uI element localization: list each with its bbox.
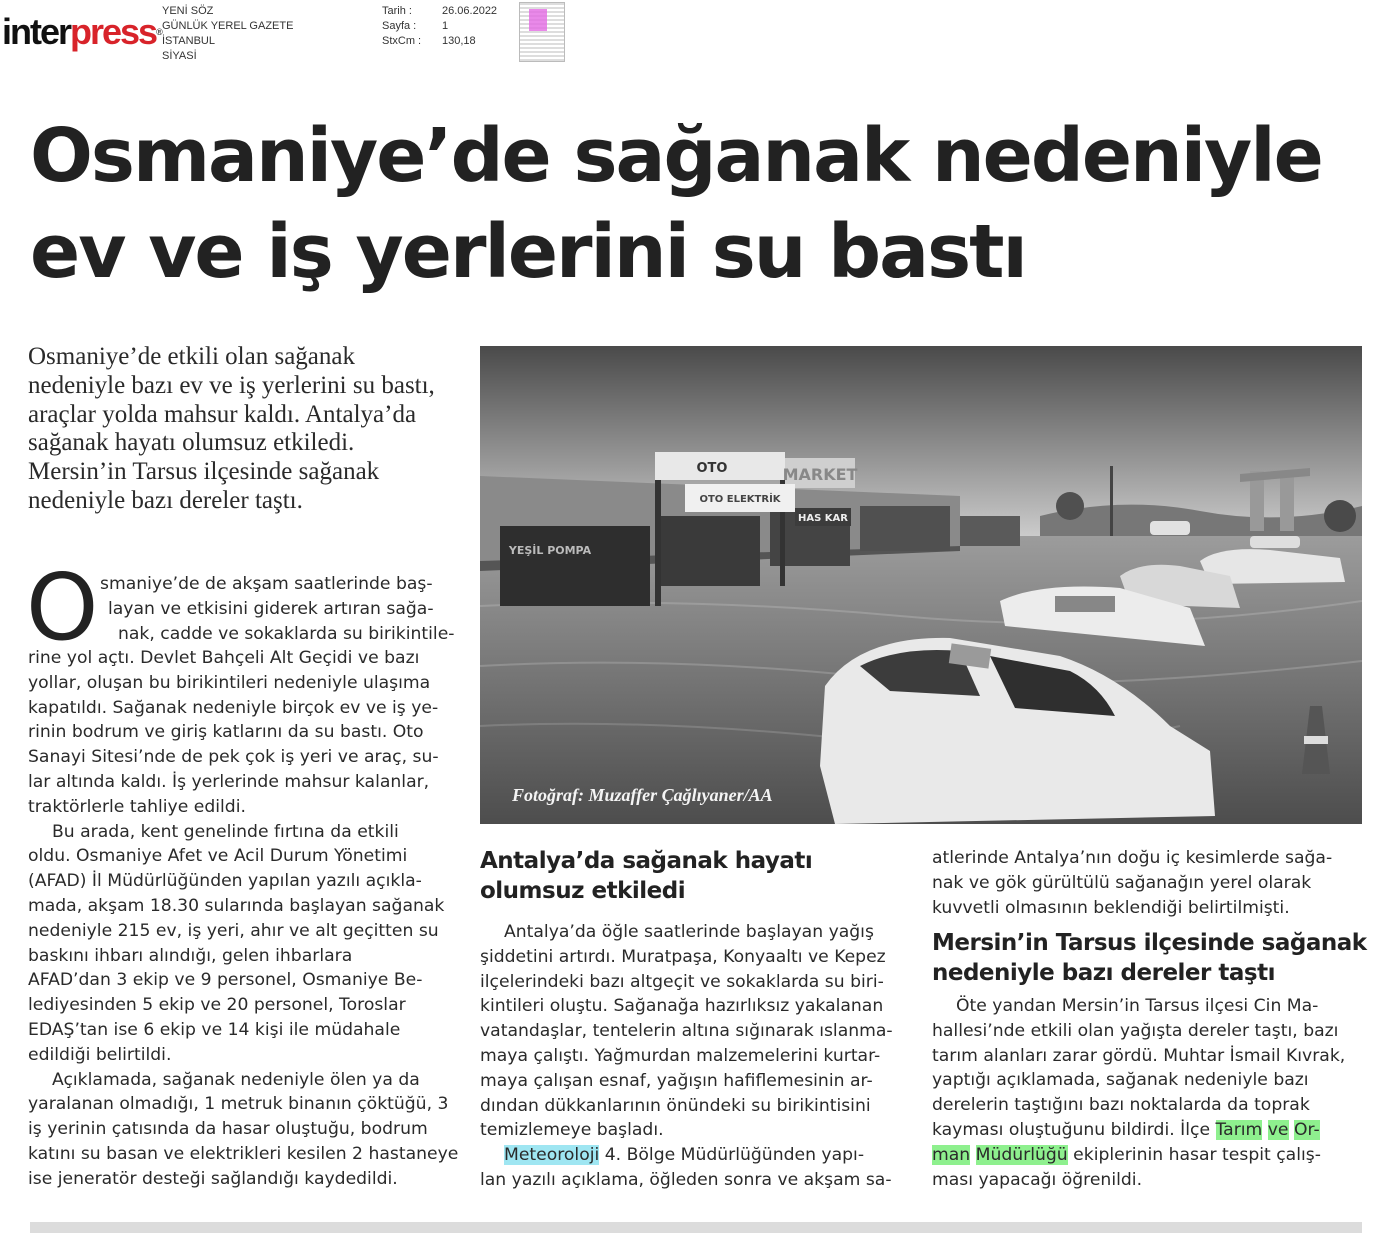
flood-photo-illustration <box>480 346 1362 824</box>
body-line <box>932 1143 1372 1168</box>
body-line: temizlemeye başladı. <box>480 1120 664 1141</box>
body-line: nak, cadde ve sokaklarda su birikintile- <box>118 623 455 644</box>
headline-line: Osmaniye’de sağanak nedeniyle <box>30 113 1322 199</box>
subhead-line: olumsuz etkiledi <box>480 878 686 904</box>
body-line <box>932 1118 1372 1143</box>
body-text: kayması oluştuğunu bildirdi. İlçe <box>932 1119 1216 1140</box>
lead-paragraph <box>28 343 468 516</box>
date-value: 26.06.2022 <box>442 5 498 17</box>
logo-registered-mark: ® <box>156 27 163 37</box>
lead-line: araçlar yolda mahsur kaldı. Antalya’da <box>28 400 417 428</box>
body-line: vatandaşlar, tentelerin altına sığınarak ıslanma- <box>480 1021 893 1042</box>
bottom-border <box>30 1222 1362 1233</box>
subhead-line: nedeniyle bazı dereler taştı <box>932 960 1275 986</box>
page-value: 1 <box>442 20 449 32</box>
highlighted-keyword: Müdürlüğü <box>975 1144 1068 1165</box>
body-line: baskını ihbarı alındığı, gelen ihbarlara <box>28 945 353 966</box>
headline <box>30 108 1370 300</box>
body-line: katını su basan ve elektrikleri kesilen 2 hastaneye <box>28 1143 459 1164</box>
body-line: edildiği belirtildi. <box>28 1044 172 1065</box>
body-line: yaralanan olmadığı, 1 metruk binanın çöktüğü, 3 <box>28 1094 449 1115</box>
col1-dropcap-lines <box>100 572 460 646</box>
source-line: YENİ SÖZ <box>162 5 214 17</box>
stxcm-value: 130,18 <box>442 35 476 47</box>
page-label: Sayfa : <box>382 20 417 32</box>
body-line: derelerin taştığını bazı noktalarda da toprak <box>932 1095 1310 1116</box>
lead-line: sağanak hayatı olumsuz etkiledi. <box>28 429 355 457</box>
body-line: Öte yandan Mersin’in Tarsus ilçesi Cin Ma- <box>956 996 1319 1016</box>
logo-part-press: press <box>70 11 157 52</box>
sign-has-kar: HAS KAR <box>798 513 848 524</box>
body-line: smaniye’de de akşam saatlerinde baş- <box>100 574 433 594</box>
body-line: hallesi’nde etkili olan yağışta dereler taştı, bazı <box>932 1020 1339 1041</box>
mersin-subhead <box>932 928 1372 988</box>
photo-caption: Fotoğraf: Muzaffer Çağlıyaner/AA <box>512 785 773 805</box>
highlighted-keyword: Meteoroloji <box>504 1145 600 1166</box>
subhead-line: Antalya’da sağanak hayatı <box>480 848 813 874</box>
interpress-logo <box>2 10 163 54</box>
body-line: nedeniyle 215 ev, iş yeri, ahır ve alt geçitten su <box>28 920 439 941</box>
logo-part-inter: inter <box>2 11 71 52</box>
body-line: rine yol açtı. Devlet Bahçeli Alt Geçidi ve bazı <box>28 648 420 668</box>
date-label: Tarih : <box>382 5 412 17</box>
lead-line: nedeniyle bazı dereler taştı. <box>28 486 303 514</box>
body-line: (AFAD) İl Müdürlüğünden yapılan yazılı açıkla- <box>28 871 422 892</box>
body-line: Antalya’da öğle saatlerinde başlayan yağış <box>504 922 874 942</box>
body-line: lan yazılı açıklama, öğleden sonra ve akşam sa- <box>480 1169 892 1190</box>
body-line: oldu. Osmaniye Afet ve Acil Durum Yönetimi <box>28 846 408 867</box>
highlighted-keyword: man <box>932 1144 971 1165</box>
source-info <box>162 4 293 64</box>
body-line <box>480 1143 920 1168</box>
body-line: maya çalıştı. Yağmurdan malzemelerini kurtar- <box>480 1045 881 1066</box>
body-line: kuvvetli olmasının beklendiği belirtilmişti. <box>932 897 1290 918</box>
headline-line: ev ve iş yerlerini su bastı <box>30 209 1026 295</box>
highlighted-keyword: Or- <box>1293 1119 1320 1140</box>
sign-market: MARKET <box>782 465 858 484</box>
body-line: dından dükkanlarının önündeki su birikintisini <box>480 1095 871 1116</box>
clip-field-labels <box>382 4 421 49</box>
body-line: yaptığı açıklamada, sağanak nedeniyle bazı <box>932 1070 1309 1091</box>
body-line: AFAD’dan 3 ekip ve 9 personel, Osmaniye Be- <box>28 970 423 991</box>
drop-cap: O <box>26 554 99 661</box>
sign-yesil-pompa: YEŞİL POMPA <box>508 544 592 557</box>
body-line: iş yerinin çatısında da hasar oluştuğu, bodrum <box>28 1119 428 1140</box>
antalya-subhead <box>480 846 900 906</box>
body-line: lediyesinden 5 ekip ve 20 personel, Toroslar <box>28 995 406 1016</box>
antalya-body <box>480 920 920 1193</box>
sign-oto: OTO <box>696 461 728 476</box>
lead-line: Mersin’in Tarsus ilçesinde sağanak <box>28 458 380 486</box>
mersin-body <box>932 994 1372 1192</box>
body-line: maya çalışan esnaf, yağışın hafiflemesinin ar- <box>480 1070 873 1091</box>
stxcm-label: StxCm : <box>382 35 422 47</box>
highlighted-keyword: ve <box>1267 1119 1289 1140</box>
col1-body <box>28 646 468 1192</box>
article-position-marker <box>529 9 547 31</box>
lead-line: nedeniyle bazı ev ve iş yerlerini su bastı, <box>28 371 435 399</box>
clip-field-values <box>442 4 497 49</box>
body-line: mada, akşam 18.30 sularında başlayan sağanak <box>28 895 445 916</box>
flood-photo <box>480 346 1362 824</box>
sign-oto-elektrik: OTO ELEKTRİK <box>699 494 781 505</box>
source-line: GÜNLÜK YEREL GAZETE <box>162 20 294 32</box>
page-thumbnail <box>519 2 565 62</box>
body-line: kintileri oluştu. Sağanağa hazırlıksız yakalanan <box>480 996 884 1017</box>
body-line: EDAŞ’tan ise 6 ekip ve 14 kişi ile müdahale <box>28 1019 401 1040</box>
body-line: layan ve etkisini giderek artıran sağa- <box>108 598 434 619</box>
lead-line: Osmaniye’de etkili olan sağanak <box>28 343 355 370</box>
subhead-line: Mersin’in Tarsus ilçesinde sağanak <box>932 930 1367 956</box>
body-line: rinin bodrum ve giriş katlarını da su bastı. Oto <box>28 722 424 743</box>
body-line: tarım alanları zarar gördü. Muhtar İsmail Kıvrak, <box>932 1045 1346 1066</box>
body-line: atlerinde Antalya’nın doğu iç kesimlerde sağa- <box>932 848 1333 868</box>
body-line: şiddetini artırdı. Muratpaşa, Konyaaltı ve Kepez <box>480 946 886 967</box>
body-line: yollar, oluşan bu birikintileri nedeniyle ulaşıma <box>28 672 431 693</box>
body-line: Bu arada, kent genelinde fırtına da etkili <box>52 821 399 842</box>
source-line: SİYASİ <box>162 50 197 62</box>
source-line: İSTANBUL <box>162 35 215 47</box>
highlighted-keyword: Tarım <box>1215 1119 1263 1140</box>
body-line: kapatıldı. Sağanak nedeniyle birçok ev ve iş ye- <box>28 697 439 718</box>
body-line: Sanayi Sitesi’nde de pek çok iş yeri ve araç, su- <box>28 747 439 768</box>
body-line: ilçelerindeki bazı altgeçit ve sokaklarda su biri- <box>480 971 884 992</box>
col3-continuation <box>932 846 1372 920</box>
body-line: lar altında kaldı. İş yerlerinde mahsur kalanlar, <box>28 771 430 792</box>
body-line: Açıklamada, sağanak nedeniyle ölen ya da <box>52 1069 420 1090</box>
body-text: ekiplerinin hasar tespit çalış- <box>1067 1144 1321 1165</box>
body-line: ması yapacağı öğrenildi. <box>932 1169 1143 1190</box>
body-text: 4. Bölge Müdürlüğünden yapı- <box>599 1145 865 1166</box>
body-line: ise jeneratör desteği sağlandığı kaydedildi. <box>28 1168 398 1189</box>
body-line: nak ve gök gürültülü sağanağın yerel olarak <box>932 872 1312 893</box>
body-line: traktörlerle tahliye edildi. <box>28 796 246 817</box>
